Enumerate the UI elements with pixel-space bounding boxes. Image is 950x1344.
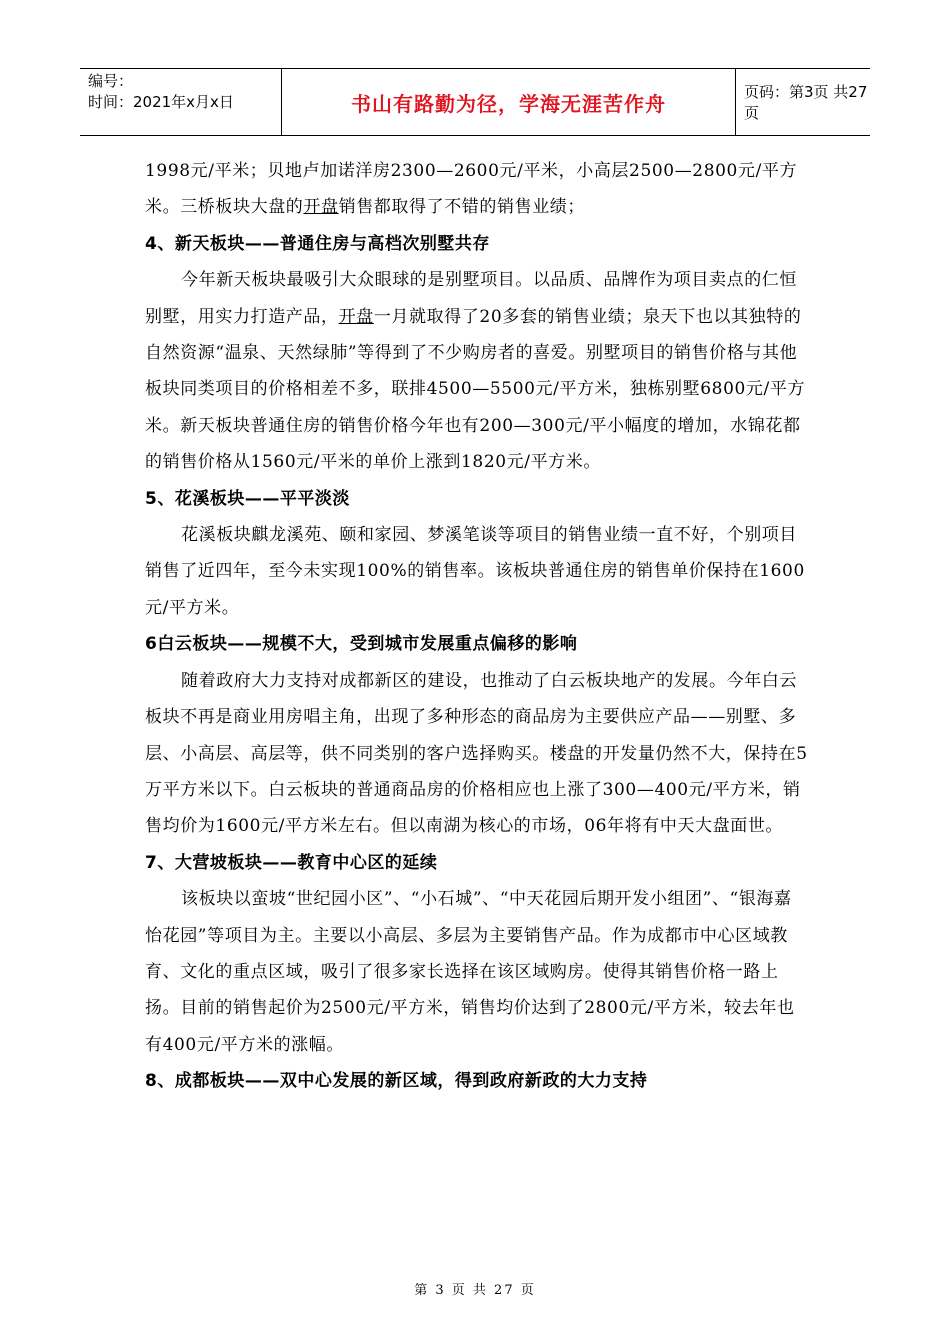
header-page-cell — [736, 69, 870, 135]
header-motto-cell — [282, 69, 736, 135]
section-heading-6: 6白云板块——规模不大，受到城市发展重点偏移的影响 — [145, 634, 578, 655]
header-meta-cell — [80, 69, 282, 135]
section-heading-4: 4、新天板块——普通住房与高档次别墅共存 — [145, 233, 490, 254]
section-heading-7: 7、大营坡板块——教育中心区的延续 — [145, 852, 438, 873]
paragraph-intro: 1998元/平米；贝地卢加诺洋房2300—2600元/平米，小高层2500—2800元/平方米。三桥板块大盘的开盘销售都取得了不错的销售业绩； — [145, 161, 798, 218]
paragraph-section-7: 该板块以蛮坡“世纪园小区”、“小石城”、“中天花园后期开发小组团”、“银海嘉怡花园”等项目为主。主要以小高层、多层为主要销售产品。作为成都市中心区域教育、文化的重点区域，吸引了很多家长选择在该区域购房。使得其销售价格一路上扬。目前的销售起价为2500元/平方米，销售均价达到了2800元/平方米，较去年也有400元/平方米的涨幅。 — [145, 889, 795, 1055]
paragraph-section-6: 随着政府大力支持对成都新区的建设，也推动了白云板块地产的发展。今年白云板块不再是商业用房唱主角，出现了多种形态的商品房为主要供应产品——别墅、多层、小高层、高层等，供不同类别的客户选择购买。楼盘的开发量仍然不大，保持在5万平方米以下。白云板块的普通商品房的价格相应也上涨了300—400元/平方米，销售均价为1600元/平方米左右。但以南湖为核心的市场，06年将有中天大盘面世。 — [145, 670, 808, 837]
document-body — [145, 153, 808, 1100]
paragraph-section-4: 今年新天板块最吸引大众眼球的是别墅项目。以品质、品牌作为项目卖点的仁恒别墅，用实力打造产品，开盘一月就取得了20多套的销售业绩；泉天下也以其独特的自然资源“温泉、天然绿肺”等得到了不少购房者的喜爱。别墅项目的销售价格与其他板块同类项目的价格相差不多，联排4500—5500元/平方米，独栋别墅6800元/平方米。新天板块普通住房的销售价格今年也有200—300元/平小幅度的增加，水锦花都的销售价格从1560元/平米的单价上涨到1820元/平方米。 — [145, 270, 806, 473]
section-heading-5: 5、花溪板块——平平淡淡 — [145, 488, 350, 509]
paragraph-section-5: 花溪板块麒龙溪苑、颐和家园、梦溪笔谈等项目的销售业绩一直不好，个别项目销售了近四年，至今未实现100%的销售率。该板块普通住房的销售单价保持在1600元/平方米。 — [145, 525, 805, 618]
header-motto: 书山有路勤为径，学海无涯苦作舟 — [351, 91, 666, 116]
underlined-term: 开盘 — [303, 197, 339, 218]
section-heading-8: 8、成都板块——双中心发展的新区域，得到政府新政的大力支持 — [145, 1071, 648, 1092]
underlined-term: 开盘 — [338, 306, 374, 327]
document-header — [80, 68, 870, 136]
header-page-info: 页码：第3页 共27页 — [744, 83, 868, 122]
document-number-label: 编号： — [88, 72, 134, 90]
document-date: 时间：2021年x月x日 — [88, 93, 234, 111]
page-footer: 第 3 页 共 27 页 — [414, 1283, 536, 1298]
